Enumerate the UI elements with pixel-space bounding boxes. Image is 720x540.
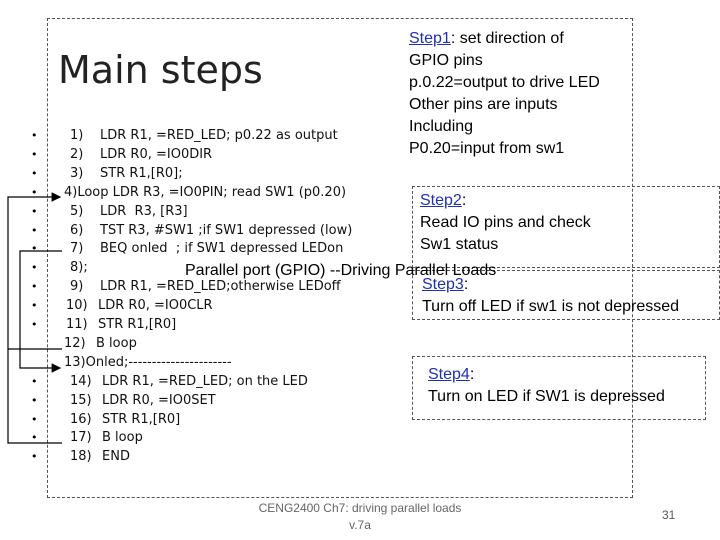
bullet: •: [31, 185, 38, 199]
code-line-text: END: [102, 449, 130, 465]
code-line-text: STR R1,[R0]: [102, 411, 181, 427]
code-line-number: 2): [70, 146, 84, 162]
bullet: •: [31, 431, 38, 445]
code-line-number: 15): [70, 392, 92, 408]
slide-footer: CENG2400 Ch7: driving parallel loads v.7a: [258, 501, 462, 532]
bullet: •: [31, 280, 38, 294]
loop-arrow-from-17: [8, 349, 62, 443]
code-line-text: TST R3, #SW1 ;if SW1 depressed (low): [100, 222, 353, 238]
code-line-text: STR R1,[R0]: [98, 317, 177, 332]
code-line-number: 5): [70, 203, 84, 219]
bullet: •: [31, 393, 38, 407]
code-line-text: 4)Loop LDR R3, =IO0PIN; read SW1 (p0.20): [64, 184, 347, 200]
code-line-text: LDR R0, =IO0SET: [102, 392, 216, 408]
code-line-number: 9): [70, 279, 84, 295]
code-line-text: B loop: [96, 335, 137, 351]
bullet: •: [31, 374, 38, 388]
code-line-number: 17): [70, 430, 92, 446]
code-line-number: 3): [70, 165, 84, 181]
step4-head: Step4: [428, 366, 470, 383]
step2-head: Step2: [420, 192, 462, 209]
bullet: •: [31, 129, 38, 142]
code-line-number: 7): [70, 241, 84, 257]
bullet: •: [31, 147, 38, 161]
code-line-number: 10): [66, 298, 88, 314]
bullet: •: [31, 223, 38, 237]
bullet: •: [31, 299, 38, 313]
code-line-text: LDR R1, =RED_LED; on the LED: [102, 373, 308, 389]
code-line-text: B loop: [102, 430, 143, 446]
page-number: 31: [662, 508, 676, 522]
step3-text: Step3: Turn off LED if sw1 is not depressed: [422, 276, 680, 315]
step1-text: Step1: set direction of GPIO pins p.0.22=output to drive LED Other pins are inputs Including P0.20=input from sw1: [409, 30, 600, 157]
bullet: •: [31, 318, 38, 331]
code-line-text: LDR R1, =RED_LED;otherwise LEDoff: [100, 279, 341, 295]
onled-arrow: [20, 251, 62, 368]
code-line-text: BEQ onled ; if SW1 depressed LEDon: [100, 241, 344, 257]
code-line-number: 12): [64, 335, 86, 351]
code-line-text: 13)Onled;----------------------: [64, 354, 232, 370]
code-line-number: 14): [70, 373, 92, 389]
step4-text: Step4: Turn on LED if SW1 is depressed: [428, 366, 665, 405]
slide-title: Main steps: [58, 48, 263, 92]
step2-text: Step2: Read IO pins and check Sw1 status: [420, 192, 591, 253]
bullet: •: [31, 261, 38, 275]
bullet: •: [31, 166, 38, 180]
bullet: •: [31, 204, 38, 218]
step1-head: Step1: [409, 30, 451, 47]
loop-arrow-from-12: [8, 197, 62, 349]
code-line-text: LDR R0, =IO0CLR: [98, 298, 213, 314]
code-line-number: 18): [70, 449, 92, 465]
code-line-text: LDR R1, =RED_LED; p0.22 as output: [100, 128, 338, 143]
code-line-number: 11): [66, 317, 88, 332]
code-line-text: LDR R3, [R3]: [100, 203, 188, 219]
bullet: •: [31, 242, 38, 256]
code-line-text: LDR R0, =IO0DIR: [100, 146, 213, 162]
bullet: •: [31, 412, 38, 426]
code-line-number: 16): [70, 411, 92, 427]
parallel-port-heading: Parallel port (GPIO) --Driving Parallel Loads: [185, 262, 497, 279]
bullet: •: [31, 450, 38, 464]
code-line-number: 8);: [70, 260, 88, 276]
step3-head: Step3: [422, 276, 464, 293]
code-line-number: 6): [70, 222, 84, 238]
code-line-number: 1): [70, 128, 84, 143]
code-line-text: STR R1,[R0];: [100, 165, 183, 181]
